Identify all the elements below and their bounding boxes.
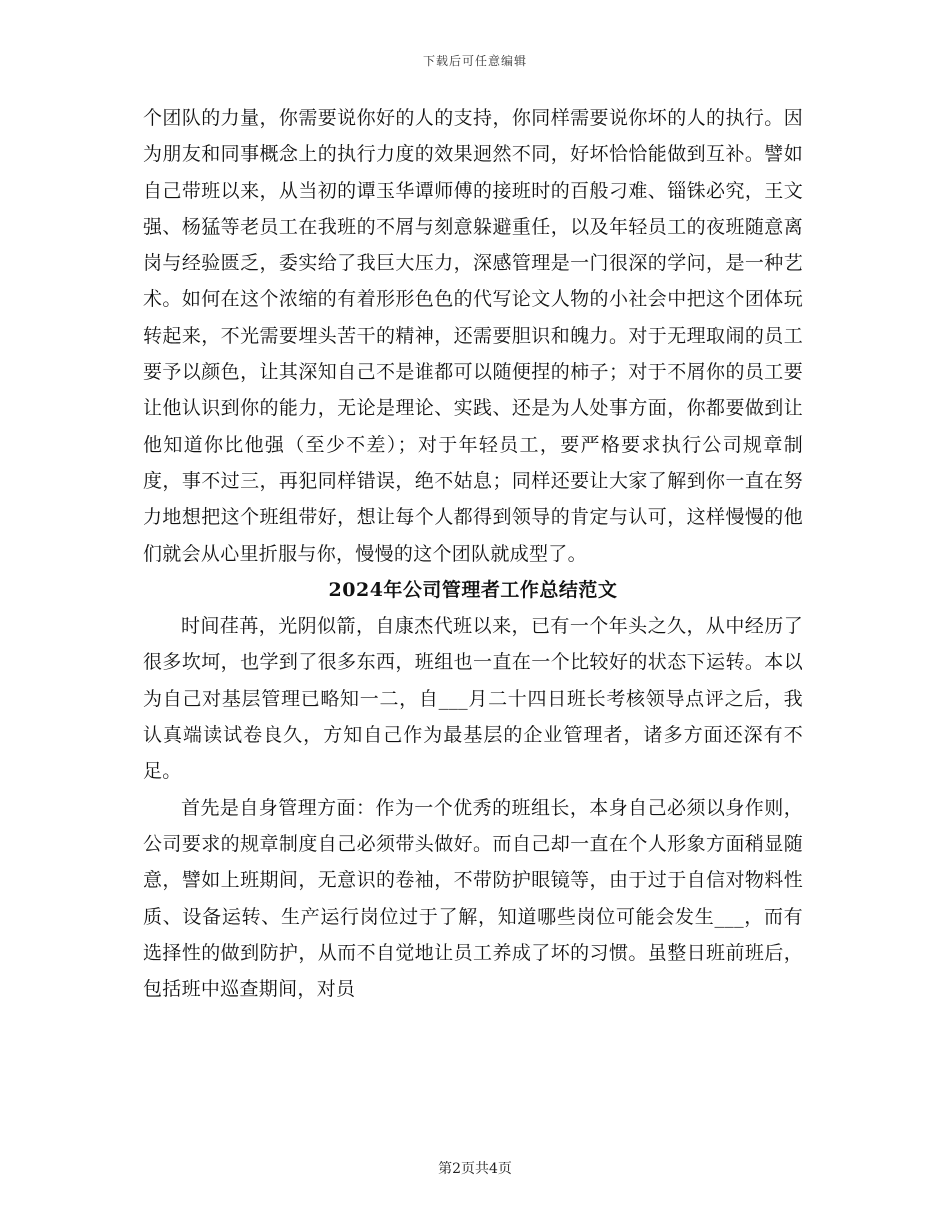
page-header: 下载后可任意编辑 <box>422 54 527 68</box>
paragraph-intro: 时间荏苒，光阴似箭，自康杰代班以来，已有一个年头之久，从中经历了很多坎坷，也学到了很多东西，班组也一直在一个比较好的状态下运转。本以为自己对基层管理已略知一二，自___月二十四日班长考核领导点评之后，我认真端读试卷良久，方知自己作为最基层的企业管理者，诸多方面还深有不足。 <box>143 615 803 783</box>
document-body <box>143 100 803 1007</box>
page-footer: 第2页共4页 <box>438 1161 512 1177</box>
section-title: 2024年公司管理者工作总结范文 <box>328 578 618 601</box>
paragraph-self-management: 首先是自身管理方面：作为一个优秀的班组长，本身自己必须以身作则，公司要求的规章制度自己必须带头做好。而自己却一直在个人形象方面稍显随意，譬如上班期间，无意识的卷袖，不带防护眼镜等，由于过于自信对物料性质、设备运转、生产运行岗位过于了解，知道哪些岗位可能会发生___，而有选择性的做到防护，从而不自觉地让员工养成了坏的习惯。虽整日班前班后，包括班中巡查期间，对员 <box>143 796 803 1001</box>
paragraph-continued: 个团队的力量，你需要说你好的人的支持，你同样需要说你坏的人的执行。因为朋友和同事概念上的执行力度的效果迥然不同，好坏恰恰能做到互补。譬如自己带班以来，从当初的谭玉华谭师傅的接班时的百般刁难、锱铢必究，王文强、杨猛等老员工在我班的不屑与刻意躲避重任，以及年轻员工的夜班随意离岗与经验匮乏，委实给了我巨大压力，深感管理是一门很深的学问，是一种艺术。如何在这个浓缩的有着形形色色的代写论文人物的小社会中把这个团体玩转起来，不光需要埋头苦干的精神，还需要胆识和魄力。对于无理取闹的员工要予以颜色，让其深知自己不是谁都可以随便捏的柿子；对于不屑你的员工要让他认识到你的能力，无论是理论、实践、还是为人处事方面，你都要做到让他知道你比他强（至少不差）；对于年轻员工，要严格要求执行公司规章制度，事不过三，再犯同样错误，绝不姑息；同样还要让大家了解到你一直在努力地想把这个班组带好，想让每个人都得到领导的肯定与认可，这样慢慢的他们就会从心里折服与你，慢慢的这个团队就成型了。 <box>143 107 803 565</box>
